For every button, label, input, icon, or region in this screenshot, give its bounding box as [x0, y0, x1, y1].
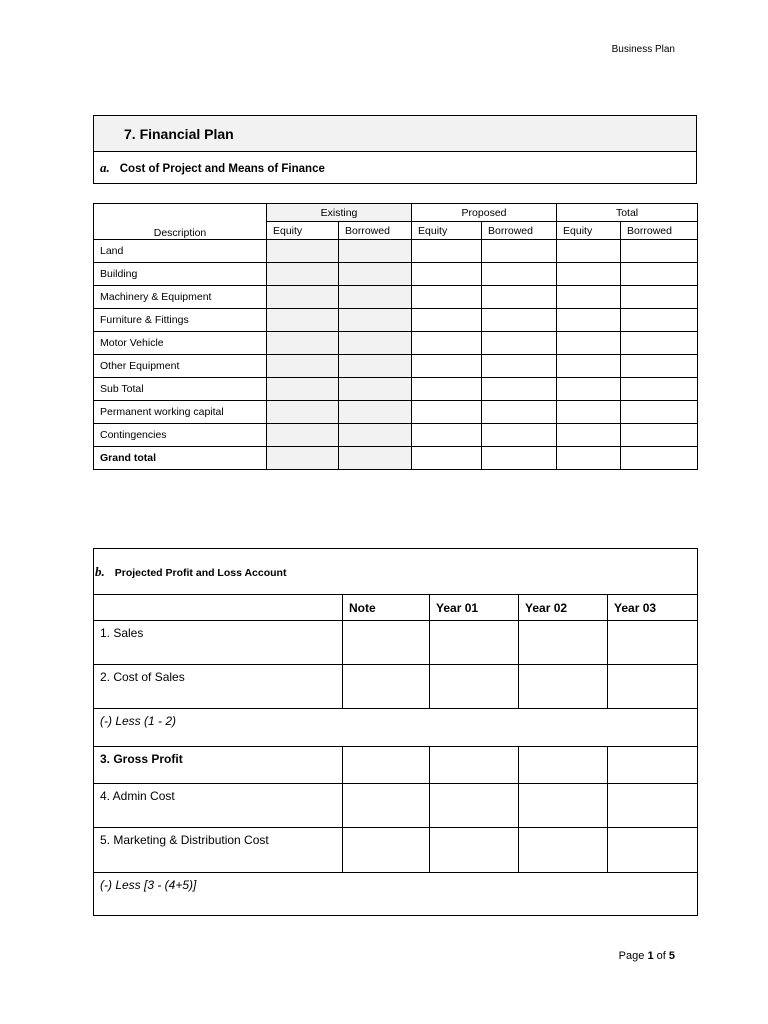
table-row: [94, 665, 698, 709]
table-row: [94, 784, 698, 828]
table-row: [94, 286, 698, 309]
column-header-year-02: Year 02: [519, 595, 608, 621]
cell: [621, 424, 698, 447]
cell: [608, 747, 698, 784]
cell: [608, 784, 698, 828]
cell: [482, 332, 557, 355]
cell: [267, 240, 339, 263]
cell: [430, 828, 519, 873]
table-row: [94, 828, 698, 873]
cell: [412, 401, 482, 424]
cell: [267, 286, 339, 309]
blank-header-cell: [94, 595, 343, 621]
row-label-furniture: Furniture & Fittings: [94, 309, 267, 332]
row-label-less-1-2: (-) Less (1 - 2): [94, 709, 698, 747]
cell: [608, 828, 698, 873]
profit-loss-table: [93, 548, 698, 916]
cell: [608, 665, 698, 709]
page-footer: [0, 950, 675, 962]
description-header: Description: [94, 204, 267, 240]
cell: [267, 424, 339, 447]
subheader-total-borrowed: Borrowed: [621, 222, 698, 240]
row-label-grand-total: Grand total: [94, 447, 267, 470]
cell: [621, 378, 698, 401]
cell: [557, 240, 621, 263]
cell: [412, 355, 482, 378]
cell: [621, 309, 698, 332]
subheader-proposed-equity: Equity: [412, 222, 482, 240]
cell: [621, 401, 698, 424]
table-row: [94, 621, 698, 665]
cell: [557, 332, 621, 355]
cell: [519, 784, 608, 828]
cell: [430, 747, 519, 784]
cell: [412, 378, 482, 401]
cell: [412, 263, 482, 286]
cell: [621, 286, 698, 309]
cell: [482, 355, 557, 378]
cell: [267, 447, 339, 470]
cell: [412, 309, 482, 332]
cell: [339, 286, 412, 309]
row-label-building: Building: [94, 263, 267, 286]
section-title: 7. Financial Plan: [94, 116, 696, 152]
cell: [343, 784, 430, 828]
cell: [343, 828, 430, 873]
cell: [621, 332, 698, 355]
cell: [339, 447, 412, 470]
cell: [519, 621, 608, 665]
subsection-heading: [94, 152, 696, 184]
row-label-machinery: Machinery & Equipment: [94, 286, 267, 309]
running-header: Business Plan: [611, 44, 675, 55]
column-header-year-01: Year 01: [430, 595, 519, 621]
cell: [482, 401, 557, 424]
subheader-total-equity: Equity: [557, 222, 621, 240]
cell: [339, 378, 412, 401]
cell: [482, 286, 557, 309]
row-label-marketing-cost: 5. Marketing & Distribution Cost: [94, 828, 343, 873]
total-pages: 5: [668, 950, 675, 962]
cell: [482, 447, 557, 470]
cell: [482, 263, 557, 286]
cell: [557, 286, 621, 309]
cell: [621, 355, 698, 378]
cell: [482, 424, 557, 447]
cell: [621, 263, 698, 286]
cell: [519, 828, 608, 873]
cell: [412, 286, 482, 309]
subheader-proposed-borrowed: Borrowed: [482, 222, 557, 240]
cell: [412, 424, 482, 447]
table-row: [94, 424, 698, 447]
cell: [608, 621, 698, 665]
page-number: 1: [647, 950, 654, 962]
table-row: [94, 332, 698, 355]
cell: [430, 665, 519, 709]
group-header-existing: Existing: [267, 204, 412, 222]
cell: [339, 424, 412, 447]
cell: [621, 240, 698, 263]
of-word: of: [656, 950, 666, 962]
cell: [339, 240, 412, 263]
column-header-year-03: Year 03: [608, 595, 698, 621]
row-label-sub-total: Sub Total: [94, 378, 267, 401]
page-word: Page: [618, 950, 645, 962]
cell: [412, 240, 482, 263]
subsection-letter: b.: [95, 563, 105, 579]
cell: [519, 665, 608, 709]
group-header-proposed: Proposed: [412, 204, 557, 222]
table-row: [94, 873, 698, 916]
cell: [557, 424, 621, 447]
cell: [267, 355, 339, 378]
table-row: [94, 309, 698, 332]
cell: [519, 747, 608, 784]
row-label-motor-vehicle: Motor Vehicle: [94, 332, 267, 355]
subsection-letter: a.: [100, 160, 110, 175]
cell: [267, 332, 339, 355]
row-label-admin-cost: 4. Admin Cost: [94, 784, 343, 828]
subheader-existing-borrowed: Borrowed: [339, 222, 412, 240]
row-label-working-capital: Permanent working capital: [94, 401, 267, 424]
cell: [557, 447, 621, 470]
row-label-contingencies: Contingencies: [94, 424, 267, 447]
cell: [343, 747, 430, 784]
cell: [343, 621, 430, 665]
table-row: [94, 401, 698, 424]
row-label-less-3-4-5: (-) Less [3 - (4+5)]: [94, 873, 698, 916]
cell: [482, 240, 557, 263]
cell: [267, 378, 339, 401]
profit-loss-title: Projected Profit and Loss Account: [114, 566, 287, 579]
row-label-land: Land: [94, 240, 267, 263]
group-header-total: Total: [557, 204, 698, 222]
row-label-gross-profit: 3. Gross Profit: [94, 747, 343, 784]
table-row: [94, 747, 698, 784]
cell: [412, 447, 482, 470]
profit-loss-heading: [94, 549, 698, 595]
table-row: [94, 709, 698, 747]
cell: [430, 784, 519, 828]
row-label-sales: 1. Sales: [94, 621, 343, 665]
cell: [339, 401, 412, 424]
cell: [482, 309, 557, 332]
cell: [339, 355, 412, 378]
cell: [339, 263, 412, 286]
cell: [339, 332, 412, 355]
row-label-other-equipment: Other Equipment: [94, 355, 267, 378]
row-label-cost-of-sales: 2. Cost of Sales: [94, 665, 343, 709]
cell: [430, 621, 519, 665]
table-row: [94, 263, 698, 286]
cell: [267, 401, 339, 424]
table-row: [94, 447, 698, 470]
subsection-title: Cost of Project and Means of Finance: [119, 163, 325, 175]
table-row: [94, 240, 698, 263]
table-row: [94, 355, 698, 378]
section-heading-box: [93, 115, 697, 184]
cell: [557, 401, 621, 424]
cell: [621, 447, 698, 470]
cell: [343, 665, 430, 709]
cell: [557, 263, 621, 286]
cell: [557, 378, 621, 401]
cell: [339, 309, 412, 332]
cell: [267, 263, 339, 286]
subheader-existing-equity: Equity: [267, 222, 339, 240]
cell: [412, 332, 482, 355]
cell: [482, 378, 557, 401]
cell: [267, 309, 339, 332]
table-row: [94, 378, 698, 401]
cost-of-project-table: [93, 203, 698, 470]
cell: [557, 355, 621, 378]
column-header-note: Note: [343, 595, 430, 621]
cell: [557, 309, 621, 332]
